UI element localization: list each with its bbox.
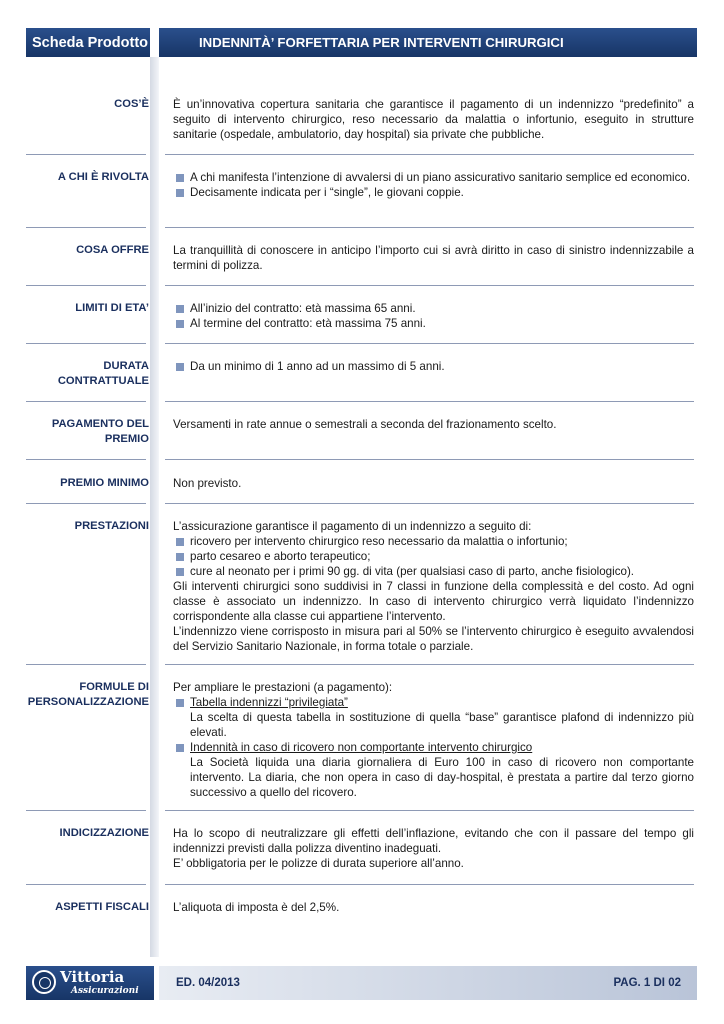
list-item: Decisamente indicata per i “single”, le giovani coppie. <box>173 185 694 200</box>
divider <box>165 227 694 228</box>
label-formule <box>20 680 149 710</box>
label-line: CONTRATTUALE <box>57 375 149 387</box>
divider <box>26 154 146 155</box>
content-prestazioni <box>173 519 694 654</box>
list-item: A chi manifesta l’intenzione di avvalersi di un piano assicurativo sanitario semplice ed economico. <box>173 170 694 185</box>
divider <box>165 664 694 665</box>
list-item: ricovero per intervento chirurgico reso necessario da malattia o infortunio; <box>173 534 694 549</box>
divider <box>26 343 146 344</box>
premio-minimo-text: Non previsto. <box>173 477 242 490</box>
label-fiscali: ASPETTI FISCALI <box>55 901 149 913</box>
divider <box>26 810 146 811</box>
divider <box>26 664 146 665</box>
label-line: PREMIO <box>104 433 149 445</box>
indicizzazione-text: Ha lo scopo di neutralizzare gli effetti dell’inflazione, evitando che con il passare del tempo gli indennizzi previsti dalla polizza diventino inadeguati. <box>173 827 694 855</box>
content-indicizzazione <box>173 826 694 871</box>
label-line: DURATA <box>103 360 149 372</box>
label-line: PERSONALIZZAZIONE <box>27 696 149 708</box>
prestazioni-intro: L’assicurazione garantisce il pagamento di un indennizzo a seguito di: <box>173 520 532 533</box>
label-a-chi: A CHI È RIVOLTA <box>57 171 149 183</box>
list-item: parto cesareo e aborto terapeutico; <box>173 549 694 564</box>
cosa-offre-text: La tranquillità di conoscere in anticipo l’importo cui si avrà diritto in caso di sinistro indennizzabile a termini di polizza. <box>173 244 694 272</box>
divider <box>26 503 146 504</box>
divider <box>165 503 694 504</box>
option-text: La Società liquida una diaria giornaliera di Euro 100 in caso di ricovero non comportante intervento. La diaria, che non opera in caso di day-hospital, è prestata a partire dal terzo giorno successivo a quello del ricovero. <box>190 756 694 799</box>
label-indicizzazione: INDICIZZAZIONE <box>59 827 149 839</box>
divider <box>165 884 694 885</box>
label-line: FORMULE DI <box>79 681 149 693</box>
content-cose <box>173 97 694 142</box>
label-prestazioni: PRESTAZIONI <box>74 520 149 532</box>
divider <box>26 459 146 460</box>
cose-text: È un’innovativa copertura sanitaria che garantisce il pagamento di un indennizzo “predefinito” a seguito di intervento chirurgico, reso necessario da malattia o infortunio, eseguito in strutture sanitarie (ospedale, ambulatorio, day hospital) sia private che pubbliche. <box>173 98 694 141</box>
divider <box>165 154 694 155</box>
prestazioni-paragraph: L’indennizzo viene corrisposto in misura pari al 50% se l’intervento chirurgico è eseguito avvalendosi del Servizio Sanitario Nazionale, in forma totale o parziale. <box>173 625 694 653</box>
prestazioni-paragraph: Gli interventi chirurgici sono suddivisi in 7 classi in funzione della complessità e del costo. Ad ogni classe è associato un indennizzo. In caso di intervento chirurgico verrà liquidato l’indennizzo corrispondente alla classe cui appartiene l’intervento. <box>173 580 694 623</box>
label-durata <box>20 359 149 389</box>
side-shade <box>150 57 159 957</box>
company-logo <box>26 966 154 1000</box>
edition-label: ED. 04/2013 <box>176 977 240 989</box>
label-pagamento <box>20 417 149 447</box>
divider <box>165 343 694 344</box>
brand-subtitle: Assicurazioni <box>71 986 139 996</box>
footer-bar <box>159 966 697 1000</box>
content-fiscali <box>173 900 694 915</box>
product-title: INDENNITÀ’ FORFETTARIA PER INTERVENTI CHIRURGICI <box>159 28 697 57</box>
document-type-title: Scheda Prodotto <box>26 28 150 57</box>
list-item: All’inizio del contratto: età massima 65 anni. <box>173 301 694 316</box>
content-formule <box>173 680 694 800</box>
divider <box>165 810 694 811</box>
label-limiti: LIMITI DI ETA’ <box>75 302 149 314</box>
label-line: PAGAMENTO DEL <box>51 418 149 430</box>
list-item: Da un minimo di 1 anno ad un massimo di 5 anni. <box>173 359 694 374</box>
label-premio-minimo: PREMIO MINIMO <box>60 477 149 489</box>
list-item: Al termine del contratto: età massima 75 anni. <box>173 316 694 331</box>
option-title: Indennità in caso di ricovero non comportante intervento chirurgico <box>173 740 694 755</box>
content-cosa-offre <box>173 243 694 273</box>
divider <box>26 227 146 228</box>
divider <box>165 459 694 460</box>
content-a-chi <box>173 170 694 200</box>
divider <box>26 884 146 885</box>
option-title: Tabella indennizzi “privilegiata” <box>173 695 694 710</box>
page-number: PAG. 1 DI 02 <box>613 977 681 989</box>
content-premio-minimo <box>173 476 694 491</box>
divider <box>26 285 146 286</box>
divider <box>26 401 146 402</box>
seal-icon <box>32 970 56 994</box>
divider <box>165 401 694 402</box>
content-durata <box>173 359 694 374</box>
label-cosa-offre: COSA OFFRE <box>76 244 149 256</box>
indicizzazione-text: E’ obbligatoria per le polizze di durata superiore all’anno. <box>173 857 464 870</box>
option-text: La scelta di questa tabella in sostituzione di quella “base” garantisce plafond di indennizzo più elevati. <box>190 711 694 739</box>
pagamento-text: Versamenti in rate annue o semestrali a seconda del frazionamento scelto. <box>173 418 557 431</box>
list-item: cure al neonato per i primi 90 gg. di vita (per qualsiasi caso di parto, anche fisiologico). <box>173 564 694 579</box>
content-pagamento <box>173 417 694 432</box>
label-cose: COS’È <box>114 98 149 110</box>
formule-intro: Per ampliare le prestazioni (a pagamento): <box>173 681 393 694</box>
divider <box>165 285 694 286</box>
fiscali-text: L’aliquota di imposta è del 2,5%. <box>173 901 340 914</box>
brand-name: Vittoria <box>60 968 125 986</box>
content-limiti <box>173 301 694 331</box>
